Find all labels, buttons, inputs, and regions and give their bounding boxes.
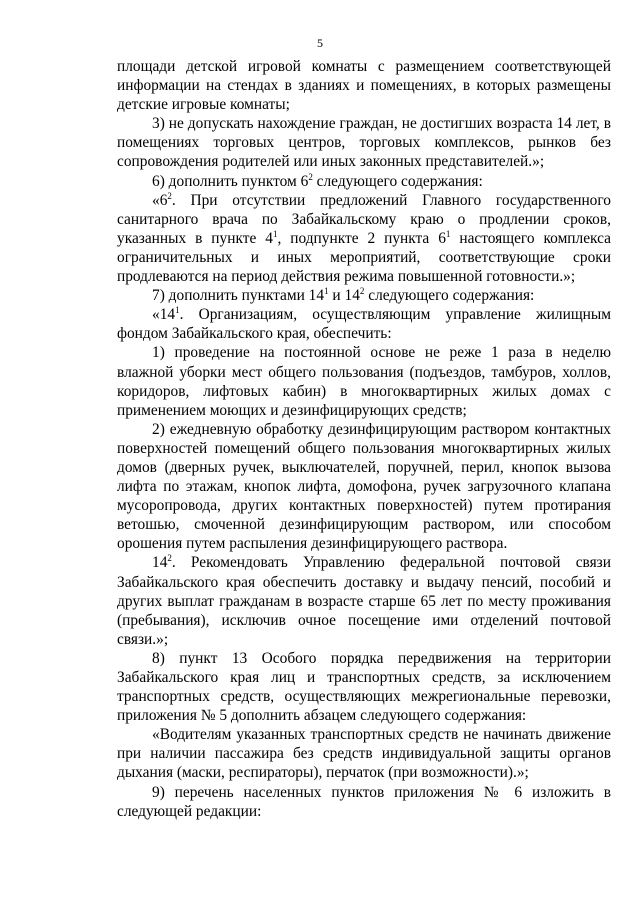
text-run: 1) проведение на постоянной основе не реже 1 раза в неделю влажной уборки мест общего пользования (подъездов, тамбуров, холлов, коридоров, лифтовых кабин) в многоквартирных жилых домах с применением моющих и дезинфицирующих средств;	[117, 344, 611, 419]
text-run: . Организациям, осуществляющим управление жилищным фондом Забайкальского края, обеспечить:	[117, 306, 611, 343]
text-run: , подпункте 2 пункта 6	[277, 229, 446, 247]
paragraph	[117, 286, 611, 305]
superscript: 1	[272, 228, 278, 239]
text-run: . Рекомендовать Управлению федеральной почтовой связи Забайкальского края обеспечить доставку и выдачу пенсий, пособий и других выплат гражданам в возрасте старше 65 лет по месту проживания (пребывания), исключив очное посещение ими отделений почтовой связи.»;	[117, 554, 611, 648]
text-run: 2) ежедневную обработку дезинфицирующим раствором контактных поверхностей помещений общего пользования многоквартирных жилых домов (дверных ручек, выключателей, поручней, перил, кнопок вызова лифта по этажам, кнопок лифта, домофона, ручек загрузочного клапана мусоропровода, других контактных поверхностей) путем протирания ветошью, смоченной дезинфицирующим раствором, или способом орошения путем распыления дезинфицирующего раствора.	[117, 420, 611, 553]
text-run: «Водителям указанных транспортных средств не начинать движение при наличии пассажира без средств индивидуальной защиты органов дыхания (маски, респираторы), перчаток (при возможности).»;	[117, 726, 611, 782]
text-run: 6) дополнить пунктом 6	[152, 172, 309, 190]
superscript: 1	[175, 305, 180, 316]
text-run: и 14	[328, 287, 360, 305]
text-run: «14	[152, 306, 176, 324]
text-run: 7) дополнить пунктами 14	[152, 287, 325, 305]
paragraph	[117, 191, 611, 286]
text-run: площади детской игровой комнаты с размещением соответствующей информации на стендах в зданиях и помещениях, в которых размещены детские игровые комнаты;	[117, 58, 611, 114]
text-run: следующего содержания:	[364, 287, 535, 305]
paragraph	[117, 783, 611, 821]
text-run: 9) перечень населенных пунктов приложения № 6 изложить в следующей редакции:	[117, 783, 611, 820]
text-run: «6	[152, 191, 168, 209]
text-run: 3) не допускать нахождение граждан, не достигших возраста 14 лет, в помещениях торговых центров, торговых комплексов, рынков без сопровождения родителей или иных законных представителей.»;	[117, 115, 611, 171]
superscript: 2	[167, 190, 172, 201]
paragraph	[117, 305, 611, 343]
document-body	[117, 57, 611, 821]
paragraph	[117, 725, 611, 782]
page-number: 5	[317, 36, 323, 50]
superscript: 1	[324, 286, 329, 297]
paragraph	[117, 57, 611, 114]
paragraph	[117, 114, 611, 171]
paragraph	[117, 343, 611, 419]
text-run: настоящего комплекса ограничительных и иных мероприятий, соответствующие сроки продлеваются на период действия режима повышенной готовности.»;	[117, 229, 611, 286]
text-run: следующего содержания:	[312, 172, 483, 190]
paragraph	[117, 553, 611, 648]
text-run: . При отсутствии предложений Главного государственного санитарного врача по Забайкальскому краю о продлении сроков, указанных в пункте 4	[117, 191, 611, 247]
paragraph	[117, 649, 611, 725]
superscript: 2	[167, 553, 172, 564]
superscript: 2	[308, 171, 313, 182]
text-run: 8) пункт 13 Особого порядка передвижения на территории Забайкальского края лиц и транспортных средств, за исключением транспортных средств, осуществляющих межрегиональные перевозки, приложения № 5 дополнить абзацем следующего содержания:	[117, 649, 611, 725]
paragraph	[117, 172, 611, 191]
text-run: 14	[152, 554, 168, 572]
superscript: 1	[445, 228, 451, 239]
superscript: 2	[359, 286, 365, 297]
paragraph	[117, 420, 611, 554]
